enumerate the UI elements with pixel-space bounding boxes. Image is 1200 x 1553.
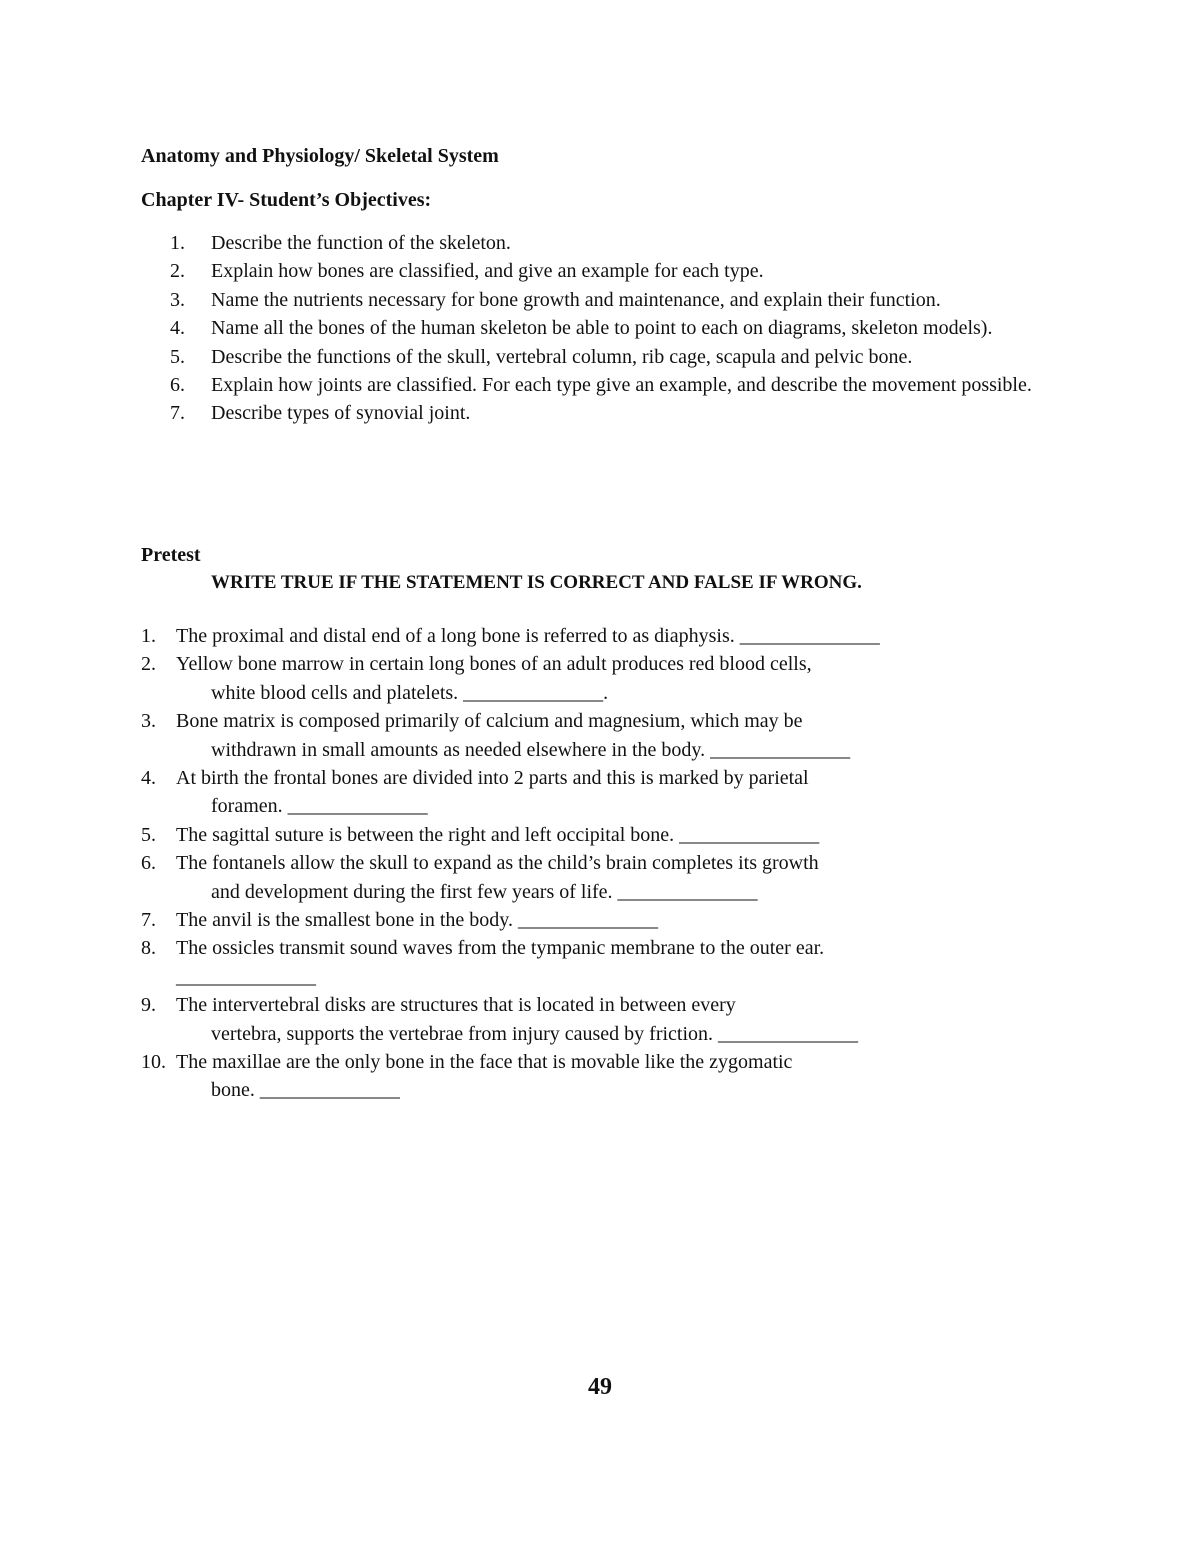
objective-number: 6. — [170, 374, 185, 397]
question-number: 10. — [141, 1050, 166, 1073]
question-number: 5. — [141, 823, 156, 846]
question-item — [141, 707, 1101, 764]
question-number: 4. — [141, 766, 156, 789]
question-item — [141, 991, 1101, 1048]
objective-text: Explain how joints are classified. For each type give an example, and describe the movement possible. — [211, 374, 1032, 397]
chapter-heading: Chapter IV- Student’s Objectives: — [141, 189, 432, 211]
objective-number: 1. — [170, 232, 185, 254]
question-item — [141, 1048, 1101, 1105]
question-text-continued: withdrawn in small amounts as needed elsewhere in the body. ______________ — [211, 738, 851, 761]
question-text: At birth the frontal bones are divided into 2 parts and this is marked by parietal — [176, 766, 809, 789]
question-text: Yellow bone marrow in certain long bones of an adult produces red blood cells, — [176, 653, 812, 676]
question-text: The anvil is the smallest bone in the body. ______________ — [176, 908, 658, 931]
question-text: Bone matrix is composed primarily of calcium and magnesium, which may be — [176, 710, 803, 733]
question-number: 2. — [141, 653, 156, 676]
question-text: The intervertebral disks are structures that is located in between every — [176, 994, 736, 1017]
question-text: The maxillae are the only bone in the face that is movable like the zygomatic — [176, 1050, 793, 1073]
objective-item — [141, 314, 1071, 342]
pretest-questions — [141, 622, 1101, 1105]
objective-text: Describe the function of the skeleton. — [211, 232, 511, 254]
question-number: 7. — [141, 908, 156, 931]
objective-number: 4. — [170, 317, 185, 340]
question-text-continued: vertebra, supports the vertebrae from injury caused by friction. ______________ — [211, 1022, 859, 1045]
question-item — [141, 764, 1101, 821]
objective-text: Explain how bones are classified, and give an example for each type. — [211, 260, 764, 283]
objective-item — [141, 286, 1071, 314]
objective-text: Name the nutrients necessary for bone growth and maintenance, and explain their function. — [211, 288, 941, 311]
pretest-heading: Pretest — [141, 544, 201, 566]
question-text-continued: white blood cells and platelets. ______________. — [211, 681, 609, 704]
objective-number: 7. — [170, 402, 185, 425]
page-number: 49 — [588, 1374, 612, 1400]
objective-text: Describe the functions of the skull, vertebral column, rib cage, scapula and pelvic bone. — [211, 345, 913, 368]
objective-item — [141, 257, 1071, 285]
objective-text: Describe types of synovial joint. — [211, 402, 471, 425]
question-item — [141, 821, 1101, 849]
question-number: 8. — [141, 937, 156, 960]
question-text-continued: ______________ — [176, 965, 316, 988]
question-number: 9. — [141, 994, 156, 1017]
question-text: The fontanels allow the skull to expand as the child’s brain completes its growth — [176, 852, 819, 875]
objective-text: Name all the bones of the human skeleton be able to point to each on diagrams, skeleton models). — [211, 317, 993, 340]
question-text: The sagittal suture is between the right and left occipital bone. ______________ — [176, 823, 820, 846]
question-text: The proximal and distal end of a long bone is referred to as diaphysis. ______________ — [176, 625, 880, 647]
question-text: The ossicles transmit sound waves from the tympanic membrane to the outer ear. — [176, 937, 825, 960]
objectives-list — [141, 229, 1071, 428]
question-item — [141, 622, 1101, 650]
objective-item — [141, 371, 1071, 399]
pretest-instructions: WRITE TRUE IF THE STATEMENT IS CORRECT AND FALSE IF WRONG. — [211, 572, 862, 593]
question-number: 1. — [141, 625, 156, 647]
question-text-continued: and development during the first few years of life. ______________ — [211, 880, 758, 903]
document-title: Anatomy and Physiology/ Skeletal System — [141, 145, 499, 167]
objective-number: 5. — [170, 345, 185, 368]
question-text-continued: bone. ______________ — [211, 1079, 400, 1102]
objective-item — [141, 229, 1071, 257]
question-number: 6. — [141, 852, 156, 875]
objective-item — [141, 343, 1071, 371]
question-item — [141, 934, 1101, 991]
question-number: 3. — [141, 710, 156, 733]
question-text-continued: foramen. ______________ — [211, 795, 428, 818]
question-item — [141, 849, 1101, 906]
objective-item — [141, 399, 1071, 427]
objective-number: 2. — [170, 260, 185, 283]
question-item — [141, 650, 1101, 707]
objective-number: 3. — [170, 288, 185, 311]
question-item — [141, 906, 1101, 934]
